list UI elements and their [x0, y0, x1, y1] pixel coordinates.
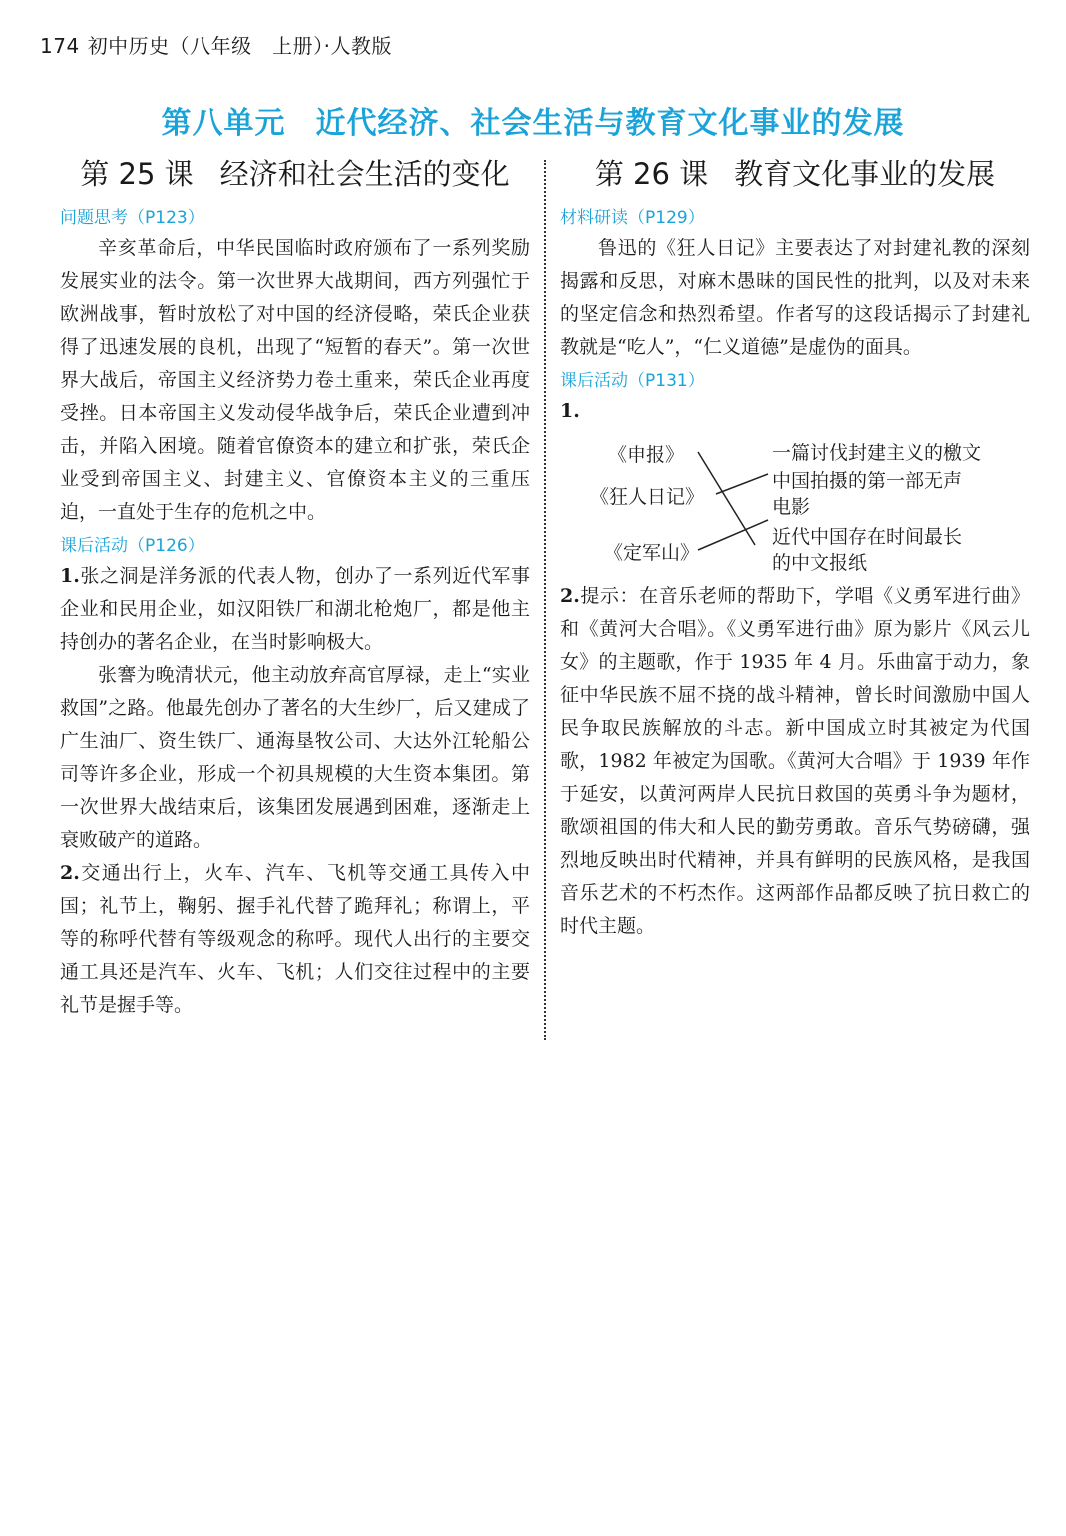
match-right-item: 一篇讨伐封建主义的檄文 [772, 442, 982, 464]
match-left-item: 《定军山》 [604, 542, 700, 564]
section-label-activity: 课后活动（P131） [560, 371, 705, 391]
activity-item-1 [560, 395, 1030, 428]
unit-number: 第八单元 [161, 106, 286, 141]
item-text: 交通出行上，火车、汽车、飞机等交通工具传入中国；礼节上，鞠躬、握手礼代替了跪拜礼；称谓上，平等的称呼代替有等级观念的称呼。现代人出行的主要交通工具还是汽车、火车、飞机；人们交往过程中的主要礼节是握手等。 [60, 862, 530, 1016]
answer-paragraph: 辛亥革命后，中华民国临时政府颁布了一系列奖励发展实业的法令。第一次世界大战期间，西方列强忙于欧洲战事，暂时放松了对中国的经济侵略，荣氏企业获得了迅速发展的良机，出现了“短暂的春天”。第一次世界大战后，帝国主义经济势力卷土重来，荣氏企业再度受挫。日本帝国主义发动侵华战争后，荣氏企业遭到冲击，并陷入困境。随着官僚资本的建立和扩张，荣氏企业受到帝国主义、封建主义、官僚资本主义的三重压迫，一直处于生存的危机之中。 [60, 237, 530, 523]
section-label-question: 问题思考（P123） [60, 208, 205, 228]
item-text: 提示：在音乐老师的帮助下，学唱《义勇军进行曲》和《黄河大合唱》。《义勇军进行曲》原为影片《风云儿女》的主题歌，作于 1935 年 4 月。乐曲富于动力，象征中华民族不屈不挠的战斗精神，曾长时间激励中国人民争取民族解放的斗志。新中国成立时其被定为代国歌，1982 年被定为国歌。《黄河大合唱》于 1939 年作于延安，以黄河两岸人民抗日救国的英勇斗争为题材，歌颂祖国的伟大和人民的勤劳勇敢。音乐气势磅礴，强烈地反映出时代精神，并具有鲜明的民族风格，是我国音乐艺术的不朽杰作。这两部作品都反映了抗日救亡的时代主题。 [560, 585, 1030, 937]
match-line-2 [716, 474, 768, 494]
item-number: 1. [560, 400, 580, 422]
page-number: 174 [40, 34, 80, 58]
answer-paragraph: 鲁迅的《狂人日记》主要表达了对封建礼教的深刻揭露和反思，对麻木愚昧的国民性的批判，以及对未来的坚定信念和热烈希望。作者写的这段话揭示了封建礼教就是“吃人”，“仁义道德”是虚伪的面具。 [560, 237, 1030, 358]
item-number: 1. [60, 565, 80, 587]
match-line-1 [698, 452, 755, 545]
unit-title [0, 98, 1066, 142]
unit-name: 近代经济、社会生活与教育文化事业的发展 [315, 106, 905, 141]
activity-item-2 [60, 857, 530, 1022]
activity-item-1-paragraph-2: 张謇为晚清状元，他主动放弃高官厚禄，走上“实业救国”之路。他最先创办了著名的大生纱厂，后又建成了广生油厂、资生铁厂、通海垦牧公司、大达外江轮船公司等许多企业，形成一个初具规模的大生资本集团。第一次世界大战结束后，该集团发展遇到困难，逐渐走上衰败破产的道路。 [60, 664, 530, 851]
match-line-3 [698, 520, 768, 550]
match-right-item: 中国拍摄的第一部无声电影 [772, 470, 963, 518]
lesson-name: 教育文化事业的发展 [734, 157, 996, 191]
lesson-name: 经济和社会生活的变化 [219, 157, 510, 191]
section-label-activity: 课后活动（P126） [60, 536, 205, 556]
matching-diagram [560, 430, 1030, 580]
lesson-number: 第 25 课 [80, 157, 194, 191]
column-divider [544, 160, 546, 1040]
match-right-item: 近代中国存在时间最长的中文报纸 [772, 526, 963, 574]
right-column [560, 152, 1030, 943]
item-number: 2. [560, 585, 580, 607]
left-column [60, 152, 530, 1022]
lesson-25-title [60, 152, 530, 193]
item-number: 2. [60, 862, 80, 884]
lesson-number: 第 26 课 [594, 157, 709, 191]
page-header [40, 30, 392, 59]
lesson-26-title [560, 152, 1030, 193]
section-label-material: 材料研读（P129） [560, 208, 705, 228]
match-left-item: 《狂人日记》 [590, 486, 705, 508]
match-left-item: 《申报》 [608, 444, 685, 466]
item-text: 张之洞是洋务派的代表人物，创办了一系列近代军事企业和民用企业，如汉阳铁厂和湖北枪炮厂，都是他主持创办的著名企业，在当时影响极大。 [60, 565, 530, 653]
book-title: 初中历史（八年级 上册）·人教版 [87, 34, 393, 58]
activity-item-1 [60, 560, 530, 659]
activity-item-2 [560, 580, 1030, 943]
